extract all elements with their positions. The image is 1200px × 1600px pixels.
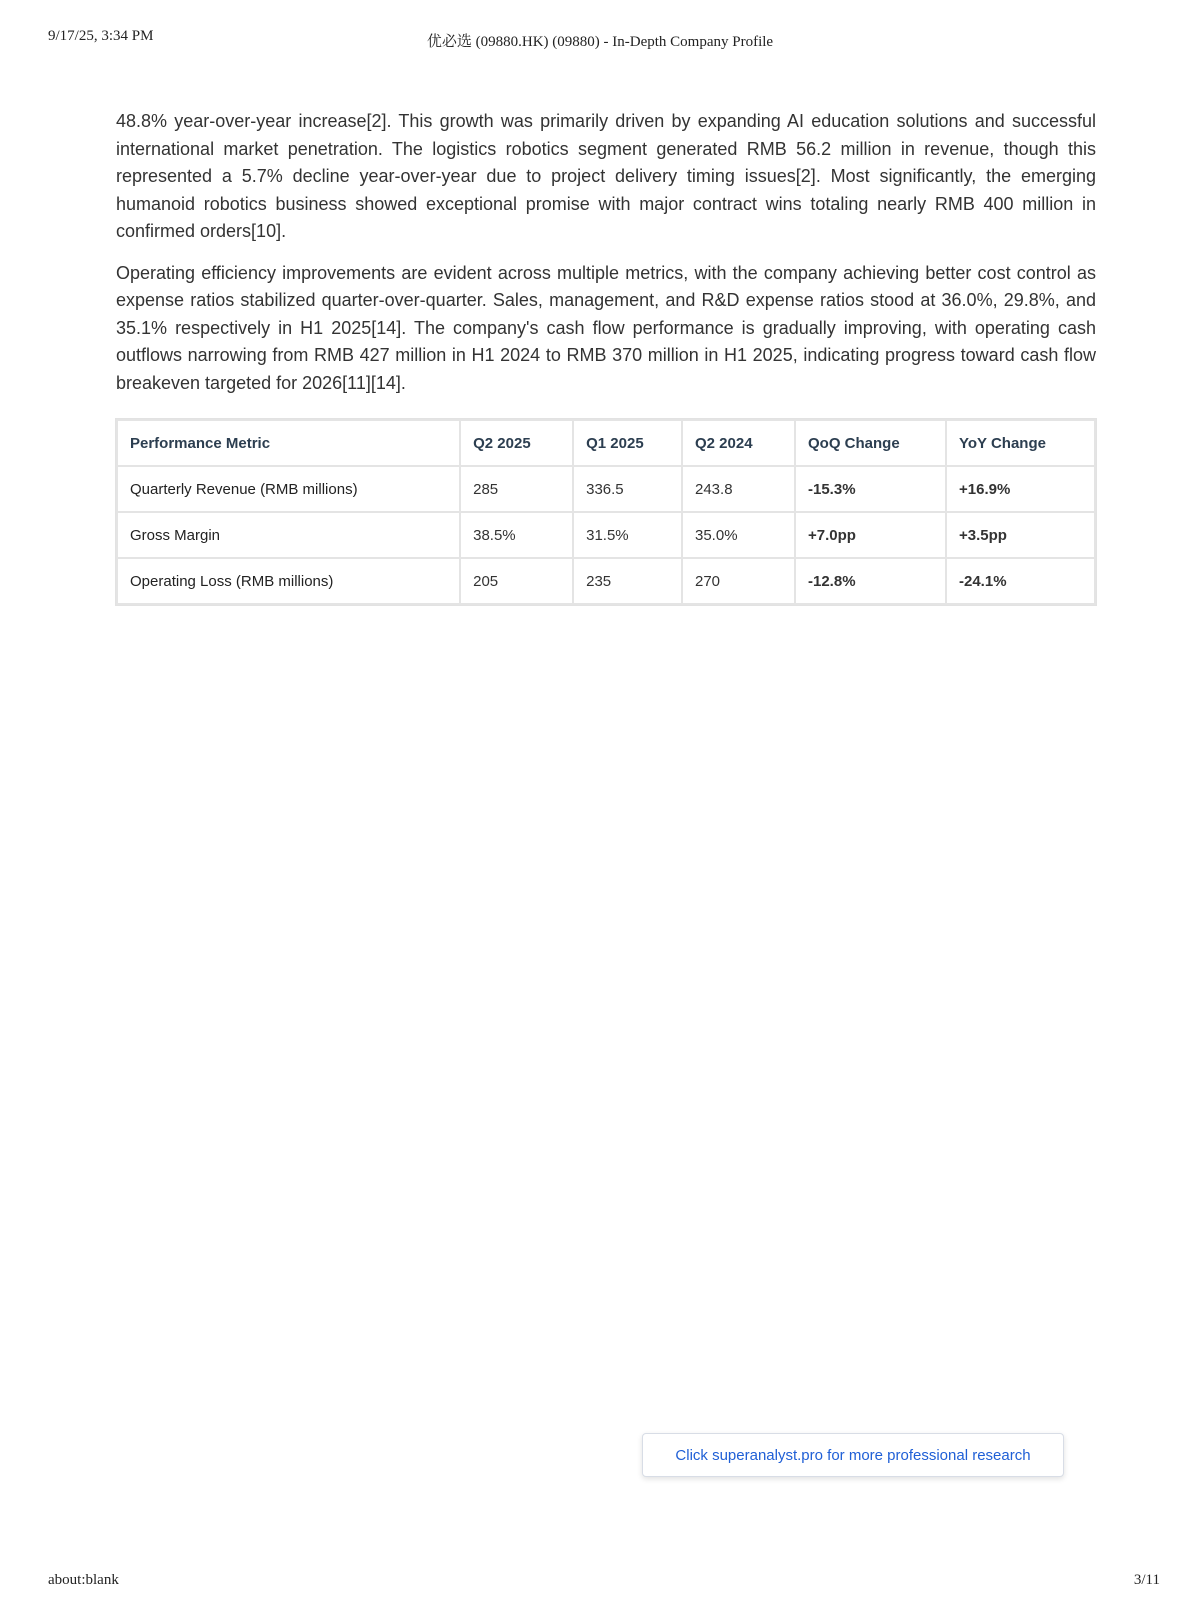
cell-q2-2025: 38.5% bbox=[460, 512, 573, 558]
header-qoq-change: QoQ Change bbox=[795, 420, 946, 466]
cell-yoy-change: -24.1% bbox=[946, 558, 1095, 604]
cell-q1-2025: 235 bbox=[573, 558, 682, 604]
body-paragraph: 48.8% year-over-year increase[2]. This growth was primarily driven by expanding AI education solutions and successful international market penetration. The logistics robotics segment generated RMB 56.2 million in revenue, though this represented a 5.7% decline year-over-year due to project delivery timing issues[2]. Most significantly, the emerging humanoid robotics business showed exceptional promise with major contract wins totaling nearly RMB 400 million in confirmed orders[10]. bbox=[116, 111, 1096, 241]
report-content bbox=[116, 108, 1096, 605]
superanalyst-link-button[interactable]: Click superanalyst.pro for more professional research bbox=[642, 1433, 1064, 1477]
cell-q2-2024: 270 bbox=[682, 558, 795, 604]
cell-q2-2024: 35.0% bbox=[682, 512, 795, 558]
cell-q2-2024: 243.8 bbox=[682, 466, 795, 512]
print-page-title: 优必选 (09880.HK) (09880) - In-Depth Company Profile bbox=[426, 34, 774, 50]
header-yoy-change: YoY Change bbox=[946, 420, 1095, 466]
cell-q2-2025: 205 bbox=[460, 558, 573, 604]
table-row bbox=[117, 466, 1095, 512]
header-performance-metric: Performance Metric bbox=[117, 420, 460, 466]
cell-metric: Gross Margin bbox=[117, 512, 460, 558]
cell-qoq-change: -12.8% bbox=[795, 558, 946, 604]
table-header-row bbox=[117, 420, 1095, 466]
cell-yoy-change: +3.5pp bbox=[946, 512, 1095, 558]
print-url: about:blank bbox=[48, 1572, 119, 1588]
body-paragraph: Operating efficiency improvements are evident across multiple metrics, with the company achieving better cost control as expense ratios stabilized quarter-over-quarter. Sales, management, and R&D expense ratios stood at 36.0%, 29.8%, and 35.1% respectively in H1 2025[14]. The company's cash flow performance is gradually improving, with operating cash outflows narrowing from RMB 427 million in H1 2024 to RMB 370 million in H1 2025, indicating progress toward cash flow breakeven targeted for 2026[11][14]. bbox=[116, 262, 1096, 393]
cell-metric: Operating Loss (RMB millions) bbox=[117, 558, 460, 604]
cell-qoq-change: +7.0pp bbox=[795, 512, 946, 558]
print-page-number: 3/11 bbox=[1133, 1572, 1160, 1588]
cell-q1-2025: 336.5 bbox=[573, 466, 682, 512]
table-row bbox=[117, 558, 1095, 604]
header-q2-2025: Q2 2025 bbox=[460, 420, 573, 466]
header-q1-2025: Q1 2025 bbox=[573, 420, 682, 466]
cell-yoy-change: +16.9% bbox=[946, 466, 1095, 512]
cell-q2-2025: 285 bbox=[460, 466, 573, 512]
performance-table bbox=[116, 419, 1096, 605]
header-q2-2024: Q2 2024 bbox=[682, 420, 795, 466]
cell-qoq-change: -15.3% bbox=[795, 466, 946, 512]
print-datetime: 9/17/25, 3:34 PM bbox=[48, 28, 154, 44]
cell-metric: Quarterly Revenue (RMB millions) bbox=[117, 466, 460, 512]
cell-q1-2025: 31.5% bbox=[573, 512, 682, 558]
table-row bbox=[117, 512, 1095, 558]
